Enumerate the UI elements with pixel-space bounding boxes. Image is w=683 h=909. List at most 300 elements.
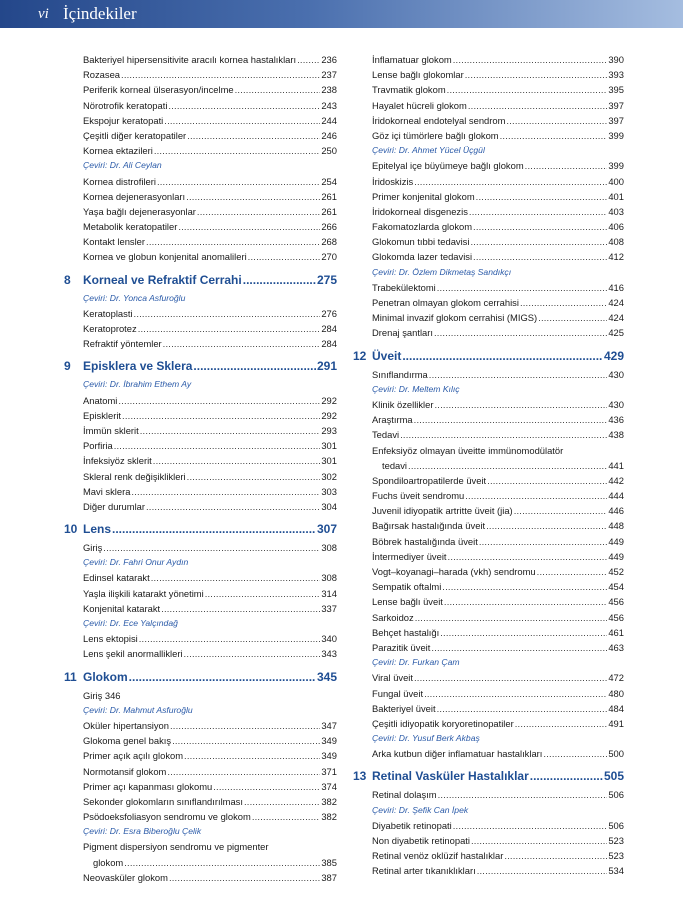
- page-ref: 243: [321, 99, 337, 111]
- toc-entry: [64, 748, 337, 763]
- toc-entry: [353, 310, 624, 325]
- page-ref: 266: [321, 221, 337, 233]
- page-ref: 430: [608, 398, 624, 410]
- entry-title: Lens ektopisi: [83, 633, 138, 645]
- toc-entry: [64, 408, 337, 423]
- entry-title: Araştırma: [372, 414, 413, 426]
- leader-dots: [243, 271, 316, 289]
- toc-entry: [64, 499, 337, 514]
- page-ref: 534: [608, 865, 624, 877]
- toc-entry: [353, 818, 624, 833]
- entry-title: Glokomun tıbbi tedavisi: [372, 236, 470, 248]
- entry-title: Anatomi: [83, 394, 118, 406]
- page-ref: 371: [321, 765, 337, 777]
- entry-title: Trabekülektomi: [372, 281, 436, 293]
- toc-entry: [64, 855, 337, 870]
- entry-title: Yaşla ilişkili katarakt yönetimi: [83, 587, 204, 599]
- page-ref: 446: [608, 505, 624, 517]
- leader-dots: [170, 718, 320, 733]
- leader-dots: [429, 367, 608, 382]
- page-ref: 237: [321, 69, 337, 81]
- leader-dots: [205, 586, 321, 601]
- page-ref: 430: [608, 368, 624, 380]
- toc-entry: [64, 143, 337, 158]
- toc-entry: [64, 249, 337, 264]
- entry-title: Diğer durumlar: [83, 500, 145, 512]
- leader-dots: [129, 668, 316, 686]
- page-header: [0, 0, 683, 28]
- page-ref: 425: [608, 327, 624, 339]
- toc-entry: [64, 67, 337, 82]
- leader-dots: [414, 174, 607, 189]
- translator-credit: Çeviri: Dr. Mahmut Asfuroğlu: [83, 704, 193, 715]
- entry-title: İnflamatuar glokom: [372, 54, 452, 65]
- page-ref: 254: [321, 175, 337, 187]
- leader-dots: [164, 113, 320, 128]
- page-ref: 408: [608, 236, 624, 248]
- toc-entry: [64, 336, 337, 351]
- entry-title: Porfiria: [83, 440, 113, 452]
- chapter-heading: [353, 767, 624, 785]
- toc-entry: [64, 174, 337, 189]
- toc-left-column: [64, 52, 337, 885]
- page-ref: 347: [321, 719, 337, 731]
- leader-dots: [414, 670, 607, 685]
- toc-entry: [353, 219, 624, 234]
- entry-title: Parazitik üveit: [372, 641, 431, 653]
- page-ref: 424: [608, 297, 624, 308]
- leader-dots: [471, 833, 607, 848]
- entry-title: Klinik özellikler: [372, 398, 434, 410]
- entry-title: Konjenital katarakt: [83, 602, 161, 614]
- page-ref: 416: [608, 281, 624, 293]
- entry-title: Bağırsak hastalığında üveit: [372, 520, 486, 532]
- leader-dots: [112, 520, 316, 538]
- toc-entry: [64, 794, 337, 809]
- toc-entry: [64, 586, 337, 601]
- toc-entry: [64, 98, 337, 113]
- leader-dots: [122, 408, 320, 423]
- entry-title: glokom: [93, 856, 124, 868]
- translator-credit: Çeviri: Dr. Ece Yalçındağ: [83, 618, 178, 628]
- entry-title: Böbrek hastalığında üveit: [372, 535, 478, 547]
- toc-entry: [353, 518, 624, 533]
- leader-dots: [193, 357, 316, 375]
- page-ref: 349: [321, 750, 337, 762]
- entry-title: Edinsel katarakt: [83, 572, 150, 584]
- leader-dots: [400, 427, 607, 442]
- toc-entry: [64, 306, 337, 321]
- leader-dots: [154, 143, 321, 158]
- toc-entry: [353, 325, 624, 340]
- page-ref: 401: [608, 190, 624, 202]
- toc-entry: [353, 594, 624, 609]
- entry-title: Juvenil idiyopatik artritte üveit (jia): [372, 505, 513, 517]
- entry-title: tedavi: [382, 459, 408, 471]
- page-ref: 244: [321, 114, 337, 126]
- toc-entry: [353, 564, 624, 579]
- page-ref: 448: [608, 520, 624, 532]
- toc-entry: [353, 204, 624, 219]
- chapter-title: Lens: [83, 522, 112, 537]
- page-ref: 506: [608, 789, 624, 801]
- page-ref: 284: [321, 338, 337, 350]
- page-ref: 385: [321, 856, 337, 868]
- toc-entry: [353, 113, 624, 128]
- entry-title: Neovasküler glokom: [83, 871, 168, 883]
- toc-entry: [353, 82, 624, 97]
- toc-entry: [353, 427, 624, 442]
- toc-entry: [353, 625, 624, 640]
- leader-dots: [506, 113, 607, 128]
- entry-title: Epitelyal içe büyümeye bağlı glokom: [372, 160, 524, 172]
- translator-credit: Çeviri: Dr. Furkan Çam: [372, 657, 460, 668]
- page-ref: 442: [608, 474, 624, 486]
- entry-title: Fungal üveit: [372, 687, 424, 699]
- entry-title: Non diyabetik retinopati: [372, 835, 470, 846]
- entry-title: Kornea ve globun konjenital anomalileri: [83, 251, 247, 263]
- toc-entry: [353, 686, 624, 701]
- toc-right-column: [353, 52, 624, 879]
- page-ref: 268: [321, 236, 337, 248]
- entry-title: Göz içi tümörlere bağlı glokom: [372, 129, 499, 141]
- toc-entry: [353, 549, 624, 564]
- entry-title: Fuchs üveit sendromu: [372, 490, 465, 502]
- entry-title: Yaşa bağlı dejenerasyonlar: [83, 205, 196, 217]
- leader-dots: [124, 855, 320, 870]
- leader-dots: [437, 280, 608, 295]
- page-ref: 345: [316, 669, 337, 684]
- toc-entry: [64, 438, 337, 453]
- leader-dots: [442, 579, 607, 594]
- entry-title: Penetran olmayan glokom cerrahisi: [372, 297, 519, 308]
- leader-dots: [178, 219, 320, 234]
- leader-dots: [448, 549, 608, 564]
- entry-title: Ekspojur keratopati: [83, 114, 164, 126]
- leader-dots: [146, 499, 320, 514]
- toc-entry: [353, 716, 624, 731]
- leader-dots: [438, 787, 608, 802]
- page-ref: 449: [608, 535, 624, 547]
- chapter-number: 8: [64, 272, 71, 287]
- page-ref: 461: [608, 626, 624, 638]
- page-ref: 238: [321, 84, 337, 96]
- entry-title: Sempatik oftalmi: [372, 581, 442, 593]
- leader-dots: [465, 67, 608, 82]
- leader-dots: [131, 484, 320, 499]
- chapter-number: 11: [64, 669, 77, 684]
- toc-entry: [353, 640, 624, 655]
- entry-title: Refraktif yöntemler: [83, 338, 162, 350]
- leader-dots: [537, 564, 608, 579]
- page-ref: 400: [608, 175, 624, 187]
- entry-title: Glokomda lazer tedavisi: [372, 251, 473, 263]
- entry-title: Lense bağlı glokomlar: [372, 69, 464, 81]
- page-ref: 393: [608, 69, 624, 81]
- leader-dots: [168, 98, 320, 113]
- leader-dots: [434, 325, 607, 340]
- chapter-heading: [353, 347, 624, 365]
- leader-dots: [470, 234, 607, 249]
- chapter-title: Retinal Vasküler Hastalıklar: [372, 769, 529, 784]
- entry-title: Episklerit: [83, 409, 122, 421]
- toc-entry: [64, 764, 337, 779]
- page-ref: 449: [608, 550, 624, 562]
- chapter-title: Üveit: [372, 348, 402, 363]
- entry-title: İridokorneal disgenezis: [372, 205, 468, 217]
- page-ref: 374: [321, 780, 337, 792]
- chapter-title: Glokom: [83, 669, 128, 684]
- toc-entry: [353, 234, 624, 249]
- toc-entry: [64, 631, 337, 646]
- page-ref: 506: [608, 819, 624, 831]
- leader-dots: [157, 174, 320, 189]
- toc-entry: [353, 848, 624, 863]
- entry-title: Periferik korneal ülserasyon/incelme: [83, 84, 234, 96]
- leader-dots: [235, 82, 321, 97]
- page-ref: 301: [321, 440, 337, 452]
- entry-title: Travmatik glokom: [372, 84, 446, 96]
- page-title: İçindekiler: [63, 4, 137, 23]
- entry-title: Mavi sklera: [83, 485, 131, 497]
- page-ref: 397: [608, 99, 624, 111]
- toc-entry: [64, 779, 337, 794]
- page-ref: 276: [321, 307, 337, 319]
- page-ref: 308: [321, 542, 337, 554]
- leader-dots: [184, 748, 320, 763]
- entry-title: Diyabetik retinopati: [372, 819, 452, 831]
- entry-title: İridokorneal endotelyal sendrom: [372, 114, 506, 126]
- toc-entry: [353, 158, 624, 173]
- entry-title: İnfeksiyöz sklerit: [83, 455, 152, 467]
- toc-entry-text: Enfeksiyöz olmayan üveitte immünomodülatör: [372, 444, 564, 456]
- toc-entry: [64, 52, 337, 67]
- page-ref: 500: [608, 748, 624, 760]
- page-ref: 340: [321, 633, 337, 645]
- leader-dots: [151, 570, 321, 585]
- toc-entry: [353, 833, 624, 848]
- entry-title: Vogt–koyanagi–harada (vkh) sendromu: [372, 566, 536, 577]
- entry-title: Sınıflandırma: [372, 368, 428, 380]
- leader-dots: [414, 412, 608, 427]
- entry-title: Sekonder glokomların sınıflandırılması: [83, 795, 243, 807]
- entry-title: Çeşitli diğer keratopatiler: [83, 129, 187, 141]
- page-ref: 284: [321, 323, 337, 334]
- toc-entry: [64, 809, 337, 824]
- page-ref: 303: [321, 485, 337, 497]
- entry-title: İmmün sklerit: [83, 424, 139, 436]
- toc-entry: [64, 570, 337, 585]
- leader-dots: [138, 321, 321, 336]
- toc-entry: [64, 189, 337, 204]
- translator-credit: Çeviri: Dr. Ali Ceylan: [83, 160, 162, 171]
- page-ref: 314: [321, 587, 337, 599]
- entry-title: Lens şekil anormallikleri: [83, 648, 183, 660]
- toc-entry: [353, 280, 624, 295]
- entry-title: İridoskizis: [372, 175, 414, 187]
- chapter-title: Episklera ve Sklera: [83, 359, 193, 374]
- leader-dots: [248, 249, 321, 264]
- page-ref: 250: [321, 145, 337, 157]
- toc-entry: [353, 412, 624, 427]
- toc-entry: [64, 646, 337, 661]
- leader-dots: [453, 52, 608, 67]
- leader-dots: [167, 764, 320, 779]
- toc-entry: [353, 174, 624, 189]
- entry-title: Retinal venöz oklüzif hastalıklar: [372, 850, 504, 862]
- page-ref: 444: [608, 490, 624, 502]
- leader-dots: [525, 158, 608, 173]
- entry-title: Retinal dolaşım: [372, 789, 437, 801]
- page-ref: 291: [316, 359, 337, 374]
- page-ref: 399: [608, 129, 624, 141]
- entry-title: Bakteriyel hipersensitivite aracılı kornea hastalıkları: [83, 54, 297, 65]
- toc-entry: [353, 295, 624, 310]
- leader-dots: [103, 540, 320, 555]
- page-ref: 472: [608, 672, 624, 684]
- translator-credit: Çeviri: Dr. İbrahim Ethem Ay: [83, 379, 192, 390]
- entry-title: Hayalet hücreli glokom: [372, 99, 467, 111]
- translator-credit: Çeviri: Dr. Yonca Asfuroğlu: [83, 292, 186, 303]
- toc-entry: [353, 534, 624, 549]
- leader-dots: [118, 393, 320, 408]
- page-ref: 429: [603, 348, 624, 363]
- entry-title: Drenaj şantları: [372, 327, 433, 339]
- page-ref: 261: [321, 190, 337, 202]
- page-ref: 505: [603, 769, 624, 784]
- toc-entry: [353, 473, 624, 488]
- leader-dots: [424, 686, 607, 701]
- toc-entry: [64, 113, 337, 128]
- leader-dots: [213, 779, 320, 794]
- page-number: vi: [38, 6, 49, 22]
- toc-entry: [353, 458, 624, 473]
- entry-title: Nörotrofik keratopati: [83, 99, 168, 111]
- page-ref: 412: [608, 251, 624, 263]
- leader-dots: [477, 863, 608, 878]
- entry-title: Metabolik keratopatiler: [83, 221, 178, 233]
- page-ref: 484: [608, 702, 624, 714]
- leader-dots: [402, 347, 603, 365]
- page-ref: 480: [608, 687, 624, 699]
- page-ref: 382: [321, 795, 337, 807]
- page-ref: 438: [608, 429, 624, 441]
- page-ref: 463: [608, 641, 624, 653]
- toc-entry: [353, 670, 624, 685]
- entry-title: Behçet hastalığı: [372, 626, 440, 638]
- toc-entry: [64, 733, 337, 748]
- leader-dots: [530, 767, 603, 785]
- page-ref: 337: [321, 602, 337, 614]
- leader-dots: [415, 610, 608, 625]
- entry-title: Kornea distrofileri: [83, 175, 156, 187]
- leader-dots: [114, 438, 321, 453]
- chapter-heading: [64, 668, 337, 686]
- page-ref: 292: [321, 409, 337, 421]
- page-ref: 261: [321, 205, 337, 217]
- leader-dots: [161, 601, 320, 616]
- translator-credit: Çeviri: Dr. Yusuf Berk Akbaş: [372, 733, 480, 744]
- entry-title: Kornea dejenerasyonları: [83, 190, 186, 202]
- toc-entry: [64, 82, 337, 97]
- leader-dots: [134, 306, 321, 321]
- toc-entry: [64, 219, 337, 234]
- page-ref: 456: [608, 596, 624, 608]
- chapter-number: 10: [64, 522, 78, 537]
- entry-title: Çeşitli idiyopatik koryoretinopatiler: [372, 717, 514, 729]
- leader-dots: [444, 594, 607, 609]
- translator-credit: Çeviri: Dr. Şefik Can İpek: [372, 804, 469, 815]
- toc-entry: [64, 423, 337, 438]
- leader-dots: [187, 128, 320, 143]
- page-ref: 491: [608, 717, 624, 729]
- page-ref: 236: [321, 54, 337, 65]
- leader-dots: [146, 234, 320, 249]
- toc-entry: [64, 453, 337, 468]
- toc-entry: [353, 488, 624, 503]
- entry-title: Viral üveit: [372, 672, 413, 684]
- entry-title: Psödoeksfoliasyon sendromu ve glokom: [83, 811, 251, 823]
- chapter-number: 9: [64, 359, 71, 374]
- page-ref: 436: [608, 414, 624, 426]
- entry-title: Lense bağlı üveit: [372, 596, 443, 608]
- leader-dots: [408, 458, 607, 473]
- toc-entry: [64, 393, 337, 408]
- entry-title: Skleral renk değişiklikleri: [83, 470, 186, 482]
- page-ref: 387: [321, 871, 337, 883]
- leader-dots: [121, 67, 320, 82]
- entry-title: Rozasea: [83, 69, 121, 81]
- leader-dots: [465, 488, 607, 503]
- leader-dots: [487, 473, 607, 488]
- entry-title: Kornea ektazileri: [83, 145, 153, 157]
- leader-dots: [252, 809, 321, 824]
- toc-entry: [353, 397, 624, 412]
- leader-dots: [187, 469, 321, 484]
- leader-dots: [186, 189, 320, 204]
- page-ref: 343: [321, 648, 337, 660]
- toc-entry: [64, 484, 337, 499]
- leader-dots: [153, 453, 321, 468]
- toc-entry: [64, 601, 337, 616]
- leader-dots: [431, 640, 607, 655]
- page-ref: 456: [608, 611, 624, 623]
- toc-entry: [64, 321, 337, 336]
- page-ref: 454: [608, 581, 624, 593]
- page-ref: 523: [608, 850, 624, 862]
- entry-title: Sarkoidoz: [372, 611, 414, 623]
- toc-entry: [353, 579, 624, 594]
- leader-dots: [514, 503, 608, 518]
- toc-entry: [353, 503, 624, 518]
- entry-title: Normotansif glokom: [83, 765, 167, 777]
- translator-credit: Çeviri: Dr. Esra Biberoğlu Çelik: [83, 826, 202, 837]
- entry-title: Bakteriyel üveit: [372, 702, 436, 714]
- entry-title: Keratoprotez: [83, 323, 137, 334]
- leader-dots: [437, 701, 608, 716]
- toc-entry-text: Giriş 346: [83, 689, 121, 701]
- page-ref: 390: [608, 54, 624, 65]
- leader-dots: [434, 397, 607, 412]
- leader-dots: [538, 310, 607, 325]
- toc-entry: [64, 540, 337, 555]
- toc-entry: [353, 746, 624, 761]
- toc-entry: [353, 863, 624, 878]
- page-ref: 302: [321, 470, 337, 482]
- page-ref: 307: [316, 522, 337, 537]
- toc-entry: [353, 128, 624, 143]
- page-ref: 293: [321, 424, 337, 436]
